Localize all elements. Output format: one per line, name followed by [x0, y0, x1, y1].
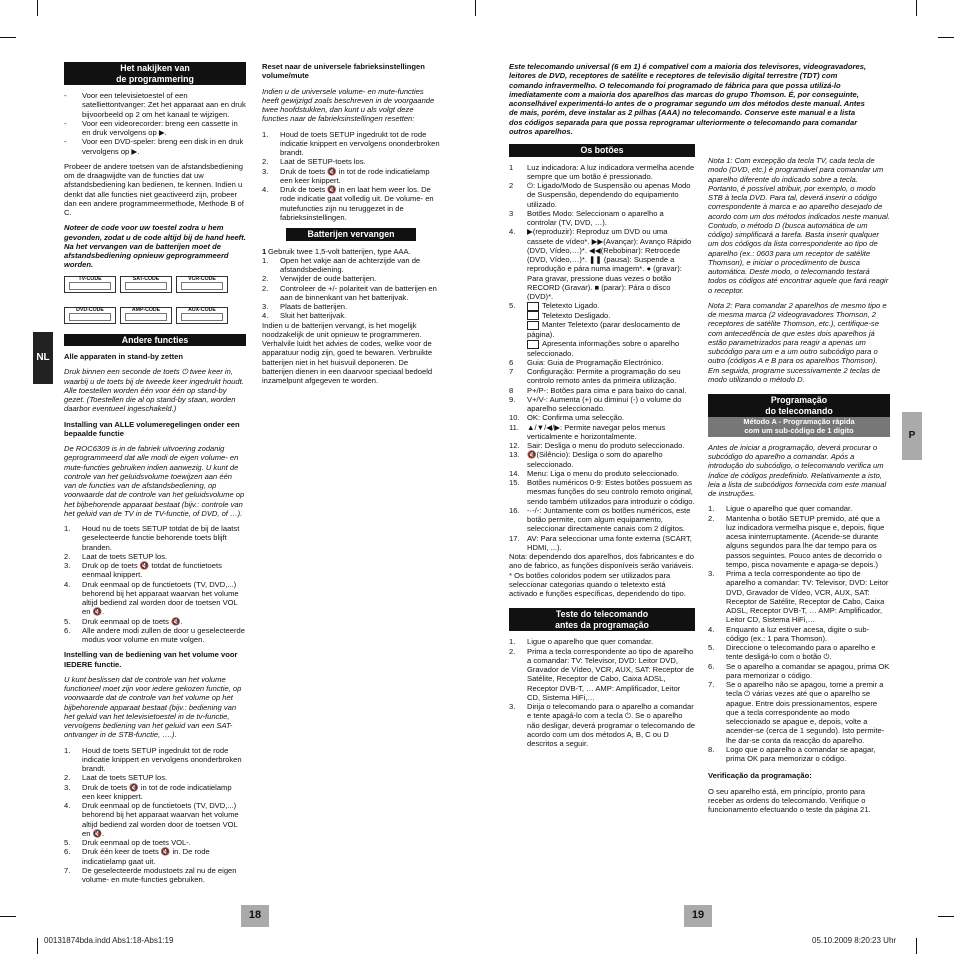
crop-mark — [0, 37, 16, 38]
section-header-other-functions: Andere functies — [64, 334, 246, 347]
list-item: 5. Direccione o telecomando para o aparelho e tente desligá-lo com o botão ⏻. — [708, 643, 876, 662]
list-item: 1. Open het vakje aan de achterzijde van de afstandsbediening. — [262, 255, 421, 275]
teletext-off-icon — [527, 311, 539, 320]
list-item: 1. Houd de toets SETUP ingedrukt tot de rode indicatie knippert en vervolgens ononderbroken brandt. — [262, 129, 440, 157]
crop-mark — [475, 0, 476, 16]
list-item: Manter Teletexto (parar deslocamento de página). — [527, 320, 681, 339]
list-item: 3. Plaats de batterijen. — [262, 302, 348, 312]
step-list — [509, 637, 695, 748]
subheading: Installing van ALLE volumeregelingen onder een bepaalde functie — [64, 419, 240, 438]
paragraph: Druk binnen een seconde de toets ⏻ twee keer in, waarbij u de toets bij de tweede keer ingedrukt houdt. Alle toestellen worden één voor één op stand-by gezet. (Toestellen die al op stand-by staan, worden daarbor eventueel ingeschakeld.) — [64, 367, 244, 414]
list-item: 5. Teletexto Ligado. — [509, 301, 600, 311]
list-item: 6. Alle andere modi zullen de door u geselecteerde modus voor volume en mute volgen. — [64, 625, 245, 645]
list-item: 2. Prima a tecla correspondente ao tipo de aparelho a comandar: TV: Televisor, DVD: Leitor DVD, Gravador de Vídeo, VCR, AUX, SAT: Receptor de Satélite, Receptor de Cabo, Caixa ADSL, Receptor DVB-T, … AMP: Amplificador, Leitor CD, Sistema HiFi,… — [509, 646, 695, 702]
list-item: 9. V+/V-: Aumenta (+) ou diminui (-) o volume do aparelho seleccionado. — [509, 394, 682, 414]
page-number: 19 — [684, 905, 712, 927]
list-item: - Voor een televisietoestel of een satelliettontvanger: Zet het apparaat aan en druk bijvoorbeeld op 2 om het kanaal te wijzigen. — [64, 91, 246, 119]
list-item: - Voor een DVD-speler: breng een disk in en druk vervolgens op ▶. — [64, 137, 244, 156]
button-list — [509, 163, 695, 553]
crop-mark — [938, 916, 954, 917]
step-list — [64, 524, 246, 644]
code-label: AMP-CODE — [120, 307, 172, 324]
code-label: VCR-CODE — [176, 276, 228, 293]
paragraph: Antes de iniciar a programação, deverá procurar o subcódigo do aparelho a comandar. Após a introdução do subcódigo, o telecomando verifica um índice de códigos predefinido. Relativamente a isto, leia a lista de subcódigos fornecida com este manual de instruções. — [708, 442, 887, 499]
list-item: 6. Druk één keer de toets 🔇 in. De rode indicatielamp gaat uit. — [64, 847, 210, 866]
paragraph: U kunt beslissen dat de controle van het volume functioneel moet zijn voor iedere gekozen functie, op voorwaarde dat de controle van het volume op het bijbehorende apparaat bestaat (bijv.: bediening van het geluid van het televisietoestel in de tv-functie, vervolgens bediening van het geluid van een SAT-ontvanger in de STB-functie, ….). — [64, 674, 242, 740]
list-item: 13. 🔇(Silêncio): Desliga o som do aparelho seleccionado. — [509, 450, 663, 469]
list-item: 4. Enquanto a luz estiver acesa, digite o sub-código (ex.: 1 para Thomson). — [708, 624, 870, 643]
section-header-buttons: Os botões — [509, 144, 695, 157]
column-pt-right — [708, 156, 890, 820]
note-paragraph: Nota: dependendo dos aparelhos, dos fabricantes e do ano de fabrico, as funções disponíveis serão variáveis. * Os botões coloridos podem ser utilizados para seleccionar categorias quando o teletexto está activado e funções específicas, dependendo do tipo. — [509, 552, 694, 599]
list-item: 3. Druk op de toets 🔇 totdat de functietoets eenmaal knippert. — [64, 561, 222, 580]
list-item: 2. Laat de toets SETUP los. — [64, 551, 168, 561]
list-item: 2. Laat de SETUP-toets los. — [262, 157, 366, 167]
teletext-hold-icon — [527, 321, 539, 330]
page-number: 18 — [241, 905, 269, 927]
list-item: 12. Sair: Desliga o menu do produto seleccionado. — [509, 441, 685, 451]
subheading: Instelling van de bediening van het volume voor IEDERE functie. — [64, 650, 238, 669]
subheading: Verificação da programação: — [708, 771, 812, 781]
list-item: 8. Logo que o aparelho a comandar se apagar, prima OK para memorizar o código. — [708, 744, 876, 764]
list-item: 17. AV: Para seleccionar uma fonte externa (SCART, HDMI, ...). — [509, 533, 692, 552]
code-label: SAT-CODE — [120, 276, 172, 293]
paragraph: Probeer de andere toetsen van de afstandsbediening om de draagwijdte van de functies dat uw afstandsbediening kan bedienen, te kennen. Indien u denkt dat alle functies niet geactiveerd zijn, probeer dan een andere programmeermethode, Methode B of C. — [64, 161, 244, 218]
list-item: 5. Druk eenmaal op de toets 🔇. — [64, 616, 183, 626]
language-tab-p: P — [902, 412, 922, 460]
list-item: 1. Houd nu de toets SETUP totdat de bij de laatst geselecteerde functie behorende toets blijft branden. — [64, 524, 240, 552]
list-item: 3. Druk de toets 🔇 in tot de rode indicatielamp een keer knippert. — [64, 782, 232, 801]
list-item: 1. Houd de toets SETUP ingedrukt tot de rode indicatie knippert en vervolgens ononderbroken brandt. — [64, 745, 242, 774]
teletext-on-icon — [527, 302, 539, 311]
footer-timestamp: 05.10.2009 8:20:23 Uhr — [812, 936, 897, 945]
list-item: 15. Botões numéricos 0-9: Estes botões possuem as mesmas funções do seu controlo remoto original, sendo também utilizados para introduzir o código. — [509, 478, 695, 506]
list-item: - Voor een videorecorder: breng een cassette in en druk vervolgens op ▶. — [64, 118, 238, 138]
list-item: 3 Botões Modo: Seleccionam o aparelho a controlar (TV, DVD, …). — [509, 208, 664, 228]
list-item: 7 Configuração: Permite a programação do seu controlo remoto antes da primeira utilização. — [509, 367, 681, 386]
paragraph: Indien u de universele volume- en mute-functies heeft gewijzigd zoals beschreven in de voorgaande twee hoofdstukken, dan kunt u als volgt deze functies naar de fabrieksinstellingen resetten: — [262, 86, 435, 124]
column-nl-left — [64, 62, 246, 884]
list-item: 4. Druk eenmaal op de functietoets (TV, DVD,...) behorend bij het apparaat waarvan het volume altijd bediend zal worden door de toetsen VOL en 🔇. — [64, 579, 239, 617]
code-label-grid — [64, 276, 246, 324]
paragraph: Indien u de batterijen vervangt, is het mogelijk noodzakelijk de unit opnieuw te programmeren. Verhalvile luidt het advies de codes, welke voor de apparatuur nodig zijn, goed te bewaren. Verbruikte batterijen niet in het huisvuil deponeren. De batterijen dienen in een daarvoor speciaal bedoeld inzamelpunt afgegeven te worden. — [262, 320, 433, 386]
list-item: 4. ▶(reproduzir): Reproduz um DVD ou uma cassete de vídeo*. ▶▶(Avançar): Avanço Rápido (DVD, Vídeo,…)*. ◀◀(Rebobinar): Retrocede (DVD, Vídeo,…)*. ❚❚ (pausa): Suspende a reprodução e pára numa imagem*. ● (gravar): Para gravar, pressione duas vezes o botão RECORD (Gravar). ■ (parar): Pára o disco (DVD)*. — [509, 227, 692, 302]
list-item: 16. -·-/-: Juntamente com os botões numéricos, este botão permite, com algum equipamento, seleccionar directamente canais com 2 dígitos. — [509, 505, 691, 534]
crop-mark — [37, 0, 38, 16]
footer-file-info: 00131874bda.indd Abs1:18-Abs1:19 — [44, 936, 174, 945]
list-item: 3. Druk de toets 🔇 in tot de rode indicatielamp een keer knippert. — [262, 166, 430, 185]
list-item: 7. Se o aparelho não se apagou, torne a premir a tecla ⏻ várias vezes até que o aparelho se apague. Entre dois pressionamentos, espere que a tecla correspondente ao modo seleccionado se apague e, depois, volte a acender-se (cerca de 1 segundo). Isto permite-lhe dar-se conta da reacção do aparelho. — [708, 680, 885, 745]
info-icon — [527, 340, 539, 349]
step-list — [64, 746, 246, 885]
list-item: 1 Luz indicadora: A luz indicadora vermelha acende sempre que um botão é pressionado. — [509, 162, 695, 181]
list-item: 3. Dirija o telecomando para o aparelho a comandar e tente apagá-lo com a tecla ⏻. Se o aparelho não desligar, deverá programar o telecomando de acordo com um dos métodos A, B, C ou D descritos a seguir. — [509, 702, 696, 749]
code-label: TV-CODE — [64, 276, 116, 293]
subheading: Alle apparaten in stand-by zetten — [64, 352, 183, 362]
section-header-batteries: Batterijen vervangen — [286, 228, 416, 241]
crop-mark — [0, 916, 16, 917]
language-tab-nl: NL — [33, 332, 53, 384]
list-item: 2. Controleer de +/- polariteit van de batterijen en aan de binnenkant van het batterijvak. — [262, 283, 437, 302]
list-item: Apresenta informações sobre o aparelho seleccionado. — [527, 339, 680, 358]
list-item: 1 Gebruik twee 1,5-volt batterijen, type AAA. — [262, 246, 411, 256]
note-paragraph: Nota 2: Para comandar 2 aparelhos de mesmo tipo e de mesma marca (2 videogravadores Thomson, 2 receptores de satélite Thomson, etc.), certifique-se com antecedência de que estes dois aparelhos já estão parametrizados para reagir a apenas um subcódigo para um e a um outro subcódigo para o outro (códigos A e B para os aparelhos Thomson). Em seguida, programe sucessivamente 2 teclas de modo utilizando o método D. — [708, 300, 887, 384]
list-item: 14. Menu: Liga o menu do produto seleccionado. — [509, 468, 679, 478]
step-list — [708, 504, 890, 763]
list-item: 2 ⏻: Ligado/Modo de Suspensão ou apenas Modo de Suspensão, dependendo do equipamento utilizado. — [509, 181, 691, 209]
list-item: Teletexto Desligado. — [509, 311, 695, 321]
section-header-checking: Het nakijken van de programmering — [64, 62, 246, 85]
list-item: 4. Druk eenmaal op de functietoets (TV, DVD,...) behorend bij het apparaat waarvan het volume altijd bediend zal worden door de toetsen VOL en 🔇. — [64, 801, 239, 838]
code-label: AUX-CODE — [176, 307, 228, 324]
list-item: 6. Se o aparelho a comandar se apagou, prima OK para memorizar o código. — [708, 661, 890, 680]
list-item: 3. Prima a tecla correspondente ao tipo de aparelho a comandar: TV: Televisor, DVD: Leitor DVD, Gravador de Vídeo, VCR, AUX, SAT: Receptor de Satélite, Receptor de Cabo, Caixa ADSL, Receptor DVB-T, … AMP: Amplificador, Leitor CD, Sistema HiFi,… — [708, 569, 889, 625]
method-a-header: Método A - Programação rápida com um sub-código de 1 dígito — [708, 417, 890, 437]
subheading: Reset naar de universele fabrieksinstellingen volume/mute — [262, 62, 425, 81]
list-item: 7. De geselecteerde modustoets zal nu de eigen volume- en mute-functies gebruiken. — [64, 865, 237, 885]
note-paragraph: Nota 1: Com excepção da tecla TV, cada tecla de modo (DVD, etc.) é programável para comandar um aparelho diferente do indicado sobre a tecla. Portanto, é possível atribuir, por exemplo, o modo STB à tecla DVD. Para tal, deverá inserir o código correspondente à marca e ao aparelho desejado de acordo com um dos métodos indicados neste manual. Contudo, o método D (busca automática de um código) simplificará a tarefa. Basta inserir qualquer um dos códigos da lista correspondente ao tipo de aparelho (ex.: 0603 para um receptor de satélite Thomson), e iniciar o procedimento de busca automática. Deste modo, o telecomando testará todos os códigos até encontrar aquele que fará reagir o receptor. — [708, 156, 890, 295]
crop-mark — [916, 0, 917, 16]
list-item: 6 Guia: Guia de Programação Electrónico. — [509, 357, 664, 367]
list-item: 1. Ligue o aparelho que quer comandar. — [708, 504, 853, 514]
note-paragraph: Noteer de code voor uw toestel zodra u hem gevonden, zodat u de code altijd bij de hand heeft. Na het vervangen van de batterijen moet de afstandsbediening opnieuw geprogrammeerd worden. — [64, 223, 246, 270]
crop-mark — [938, 37, 954, 38]
step-list — [262, 130, 440, 223]
list-item: 2. Verwijder de oude batterijen. — [262, 274, 377, 284]
list-item: 5. Druk eenmaal op de toets VOL-. — [64, 838, 191, 848]
list-item: 1. Ligue o aparelho que quer comandar. — [509, 637, 654, 647]
step-list — [262, 247, 440, 321]
column-nl-right — [262, 62, 440, 391]
list-item: 4. Druk de toets 🔇 in en laat hem weer los. De rode indicatie gaat volledig uit. De volume- en mutefuncties zijn nu teruggezet in de fabrieksinstellingen. — [262, 185, 434, 222]
list-item: 8 P+/P-: Botões para cima e para baixo do canal. — [509, 385, 687, 395]
crop-mark — [37, 938, 38, 954]
crop-mark — [916, 938, 917, 954]
paragraph: O seu aparelho está, em princípio, pronto para receber as ordens do telecomando. Verifique o funcionamento efectuando o teste da página 21. — [708, 786, 871, 815]
paragraph: De ROC6309 is in de fabriek uitvoering zodanig geprogrammeerd dat alle modi de eigen volume- en mute-functies gebruiken indien aanwezig. U kunt de controle van het geluidsvolume toewijzen aan één van de functies van de afstandsbediening, op voorwaarde dat de controle van het geluidsvolume op het bijbehorende apparaat bestaat (bijv.: controle van het geluid van de TV in de TV-functie, of DVD, of …). — [64, 444, 245, 518]
list-item: 4. Sluit het batterijvak. — [262, 311, 347, 321]
list-item: 10. OK: Confirma uma selecção. — [509, 413, 625, 423]
list-item: 2. Mantenha o botão SETUP premido, até que a luz indicadora vermelha pisque e, depois, fique acesa ininterruptamente. (Acende-se durante alguns segundos para lhe dar tempo para os passos seguintes. Pouco antes de decorrido o tempo, pisca novamente e apaga-se depois.) — [708, 513, 885, 569]
intro-paragraph: Este telecomando universal (6 em 1) é compatível com a maioria dos televisores, videogravadores, leitores de DVD, receptores de satélite e receptores de televisão digital terrestre (TDT) com comando infravermelho. O telecomando foi programado de fábrica para que possa utilizá-lo imediatamente com a maioria dos aparelhos das marcas do grupo Thomson. É, por conseguinte, aconselhável experimentá-lo antes de o programar segundo um dos métodos deste manual. Antes de mais, porém, deve instalar as 2 pilhas (AAA) no telecomando. Conserve este manual e a lista dos códigos separada para que possa reprogramar ulteriormente o telecomando para comandar outros aparelhos. — [509, 62, 867, 136]
section-header-programming: Programação do telecomando — [708, 394, 890, 417]
list-item: 11. ▲/▼/◀/▶: Permite navegar pelos menus verticalmente e horizontalmente. — [509, 422, 666, 441]
code-label: DVD-CODE — [64, 307, 116, 324]
section-header-test: Teste do telecomando antes da programação — [509, 608, 695, 631]
list-item: 2. Laat de toets SETUP los. — [64, 773, 168, 783]
